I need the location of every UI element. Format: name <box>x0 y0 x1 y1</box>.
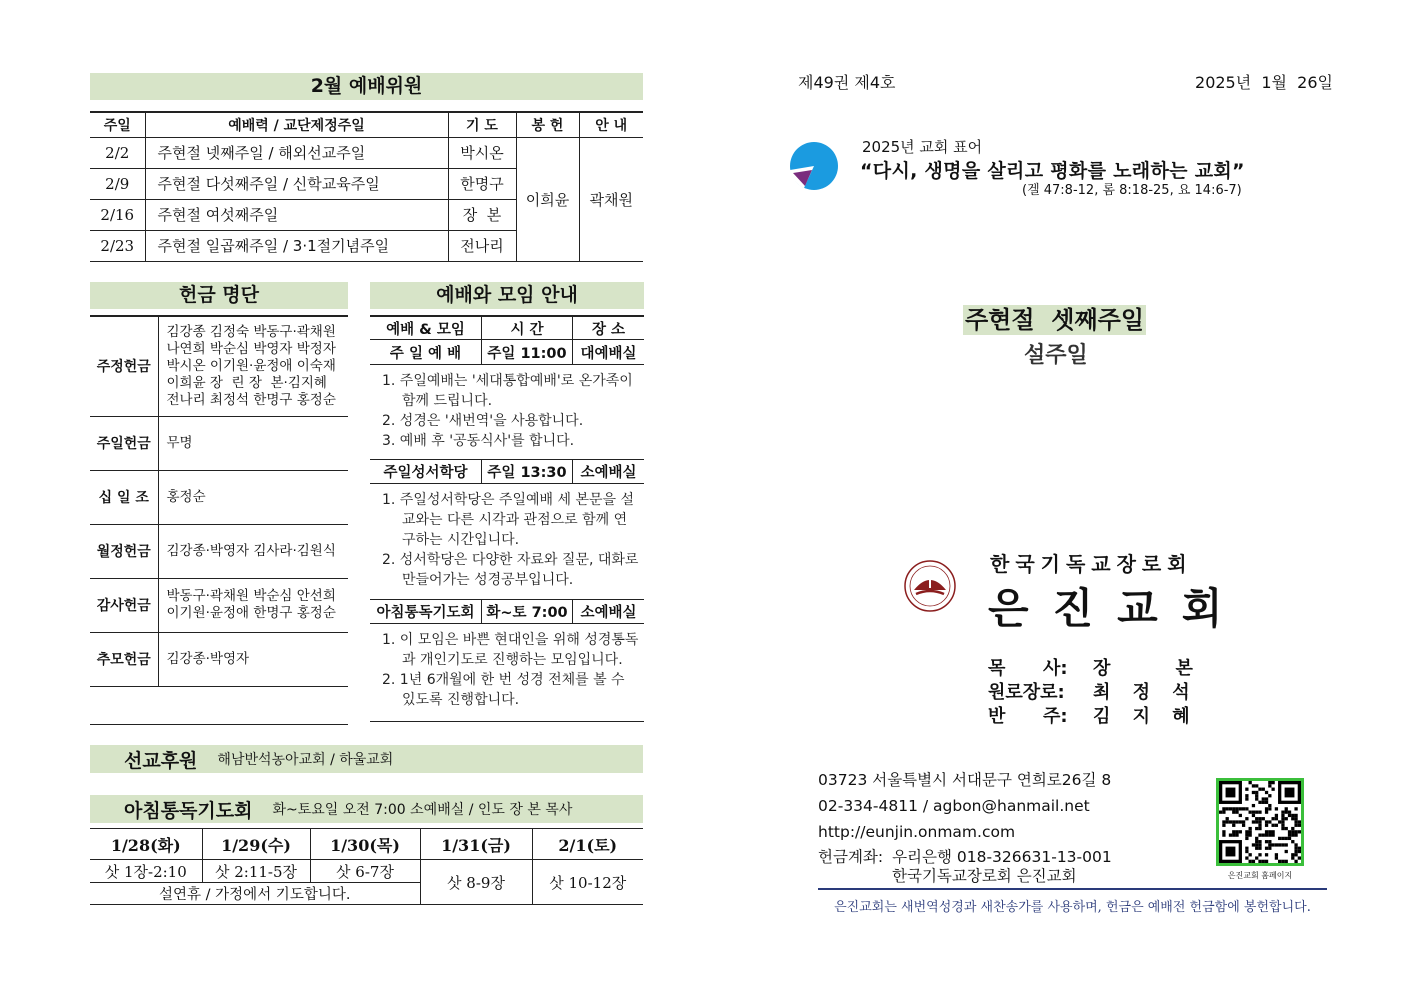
name-line: 이기원·윤정애 한명구 홍정순 <box>166 605 336 621</box>
meeting-place: 대예배실 <box>580 345 637 362</box>
morning-band <box>90 795 643 823</box>
table-row <box>90 524 348 578</box>
row-prayer: 박시온 <box>448 137 516 168</box>
meeting-name: 주 일 예 배 <box>389 345 462 362</box>
morning-text: 화~토요일 오전 7:00 소예배실 / 인도 장 본 목사 <box>272 802 573 818</box>
morning-date: 1/29(수) <box>202 829 310 860</box>
church-name: 은진교회 <box>988 584 1247 633</box>
row-date: 2/23 <box>90 230 145 261</box>
note-line: 1. 주일성서학당은 주일예배 세 본문을 설교와는 다른 시각과 관점으로 함께 연구하는 시간입니다. <box>382 492 634 548</box>
row-prayer: 장 본 <box>448 199 516 230</box>
col-header: 장 소 <box>591 321 626 338</box>
worship-title: 2월 예배위원 <box>90 73 643 100</box>
address: 03723 서울특별시 서대문구 연희로26길 8 <box>818 771 1112 789</box>
col-header: 예배 & 모임 <box>386 321 465 338</box>
offering-kind: 추모헌금 <box>90 632 158 686</box>
row-prayer: 한명구 <box>448 168 516 199</box>
note-line: 1. 주일예배는 '세대통합예배'로 온가족이 함께 드립니다. <box>382 373 633 409</box>
name-line: 전나리 최정석 한명구 홍정순 <box>166 391 336 408</box>
col-header: 예배력 / 교단제정주일 <box>145 112 448 137</box>
table-row <box>90 137 643 168</box>
table-row <box>90 860 643 883</box>
staff-row <box>988 657 1201 681</box>
name-line: 박동구·곽채원 박순심 안선희 <box>166 588 336 604</box>
morning-title: 아침통독기도회 <box>124 799 253 822</box>
mission-text: 해남반석농아교회 / 하울교회 <box>217 752 394 768</box>
meeting-time: 주일 11:00 <box>481 340 573 364</box>
name-line: 박시온 이기원·윤정애 이숙재 <box>166 357 336 374</box>
morning-date: 1/30(목) <box>310 829 420 860</box>
church-seal-icon <box>904 560 956 612</box>
row-date: 2/16 <box>90 199 145 230</box>
morning-date: 1/28(화) <box>90 829 202 860</box>
account-number: 우리은행 018-326631-13-001 <box>892 848 1112 866</box>
sunday-subtitle: 설주일 <box>1024 343 1088 368</box>
issue-date: 2025년 1월 26일 <box>1195 73 1333 92</box>
staff-row <box>988 681 1201 705</box>
offering-title: 헌금 명단 <box>90 282 348 309</box>
offering-names <box>158 470 348 524</box>
meeting-notes <box>370 365 644 459</box>
motto-logo-icon <box>788 140 840 192</box>
morning-reading: 삿 1장-2:10 <box>90 860 202 883</box>
motto-label: 2025년 교회 표어 <box>862 138 983 156</box>
note-line: 1. 이 모임은 바쁜 현대인을 위해 성경통독과 개인기도로 진행하는 모임입니다. <box>382 632 639 668</box>
account-row <box>818 848 1112 867</box>
volume-number: 제49권 제4호 <box>798 73 896 92</box>
account-label: 헌금계좌: <box>818 848 884 866</box>
mission-title: 선교후원 <box>124 749 198 772</box>
row-service: 주현절 다섯째주일 / 신학교육주일 <box>145 168 448 199</box>
staff-name: 김 지 혜 <box>1093 706 1198 727</box>
table-row <box>90 470 348 524</box>
footer-divider <box>818 888 1327 890</box>
staff-role: 반 주: <box>988 706 1068 727</box>
usher: 곽채원 <box>579 137 643 261</box>
meeting-time: 화~토 7:00 <box>481 600 573 623</box>
table-row <box>90 829 643 860</box>
name-line: 김강종·박영자 김사라·김원식 <box>166 542 336 559</box>
sunday-title: 주현절 셋째주일 <box>965 306 1144 334</box>
row-service: 주현절 넷째주일 / 해외선교주일 <box>145 137 448 168</box>
motto-text: “다시, 생명을 살리고 평화를 노래하는 교회” <box>860 160 1245 182</box>
name-line: 홍정순 <box>166 488 206 505</box>
denomination: 한국기독교장로회 <box>990 552 1193 576</box>
col-header: 봉 헌 <box>516 112 579 137</box>
row-service: 주현절 여섯째주일 <box>145 199 448 230</box>
col-header: 기 도 <box>448 112 516 137</box>
phone-email: 02-334-4811 / agbon@hanmail.net <box>818 797 1090 815</box>
row-prayer: 전나리 <box>448 230 516 261</box>
row-date: 2/9 <box>90 168 145 199</box>
staff-name: 최 정 석 <box>1093 682 1198 703</box>
morning-table <box>90 828 643 905</box>
qr-code[interactable] <box>1216 778 1304 866</box>
staff-role: 목 사: <box>988 658 1068 679</box>
offering-table <box>90 315 348 725</box>
row-service: 주현절 일곱째주일 / 3·1절기념주일 <box>145 230 448 261</box>
name-line: 이희윤 장 린 장 본·김지혜 <box>166 374 327 391</box>
staff-role: 원로장로: <box>988 682 1065 703</box>
qr-caption: 은진교회 홈페이지 <box>1227 871 1293 880</box>
table-row <box>90 316 348 416</box>
meetings-panel <box>370 315 644 722</box>
meeting-row <box>370 340 644 365</box>
col-header: 주일 <box>90 112 145 137</box>
name-line: 김강종·박영자 <box>166 650 250 667</box>
meeting-place: 소예배실 <box>580 465 637 481</box>
col-header: 시 간 <box>481 317 573 339</box>
offering-names <box>158 416 348 470</box>
meeting-time: 주일 13:30 <box>481 460 573 483</box>
note-line: 3. 예배 후 '공동식사'를 합니다. <box>382 433 575 449</box>
mission-band <box>90 745 643 773</box>
staff-row <box>988 705 1201 729</box>
table-row <box>90 632 348 686</box>
meeting-notes <box>370 624 644 722</box>
note-line: 2. 성서학당은 다양한 자료와 질문, 대화로 만들어가는 성경공부입니다. <box>382 552 639 588</box>
footer-note: 은진교회는 새번역성경과 새찬송가를 사용하며, 헌금은 예배전 헌금함에 봉헌합니다. <box>834 900 1311 915</box>
meeting-name: 주일성서학당 <box>383 465 468 481</box>
offering-kind: 주정헌금 <box>90 316 158 416</box>
offering-person: 이희윤 <box>516 137 579 261</box>
col-header: 안 내 <box>579 112 643 137</box>
account-holder: 한국기독교장로회 은진교회 <box>892 867 1077 885</box>
meeting-row <box>370 459 644 484</box>
table-row <box>90 416 348 470</box>
meeting-place: 소예배실 <box>580 605 637 621</box>
meetings-title: 예배와 모임 안내 <box>370 282 644 309</box>
offering-kind: 월정헌금 <box>90 524 158 578</box>
morning-reading: 삿 2:11-5장 <box>202 860 310 883</box>
contact-info <box>818 767 1112 886</box>
staff-name: 장 본 <box>1093 658 1201 679</box>
offering-names <box>158 316 348 416</box>
offering-names <box>158 632 348 686</box>
note-line: 2. 1년 6개월에 한 번 성경 전체를 볼 수 있도록 진행합니다. <box>382 672 625 708</box>
name-line: 나연희 박순심 박영자 박정자 <box>166 340 336 357</box>
website-link[interactable]: http://eunjin.onmam.com <box>818 823 1016 841</box>
meeting-row <box>370 599 644 624</box>
row-date: 2/2 <box>90 137 145 168</box>
morning-reading: 삿 6-7장 <box>310 860 420 883</box>
name-line: 무명 <box>166 434 193 451</box>
meetings-header <box>370 315 644 340</box>
name-line: 김강종 김정숙 박동구·곽채원 <box>166 323 336 340</box>
table-row <box>90 686 348 724</box>
meeting-name: 아침통독기도회 <box>376 605 475 621</box>
offering-names <box>158 524 348 578</box>
worship-table <box>90 111 643 262</box>
offering-kind: 주일헌금 <box>90 416 158 470</box>
offering-kind: 감사헌금 <box>90 578 158 632</box>
morning-date: 1/31(금) <box>420 829 532 860</box>
morning-date: 2/1(토) <box>532 829 643 860</box>
offering-kind: 십 일 조 <box>90 470 158 524</box>
staff-list <box>988 657 1201 729</box>
offering-names <box>158 578 348 632</box>
qr-code-icon <box>1219 781 1301 863</box>
motto-reference: (겔 47:8-12, 롬 8:18-25, 요 14:6-7) <box>1022 183 1242 198</box>
holiday-note: 설연휴 / 가정에서 기도합니다. <box>90 883 420 905</box>
morning-reading: 삿 10-12장 <box>532 860 643 905</box>
morning-reading: 삿 8-9장 <box>420 860 532 905</box>
table-row <box>90 578 348 632</box>
note-line: 2. 성경은 '새번역'을 사용합니다. <box>382 413 584 429</box>
meeting-notes <box>370 484 644 599</box>
